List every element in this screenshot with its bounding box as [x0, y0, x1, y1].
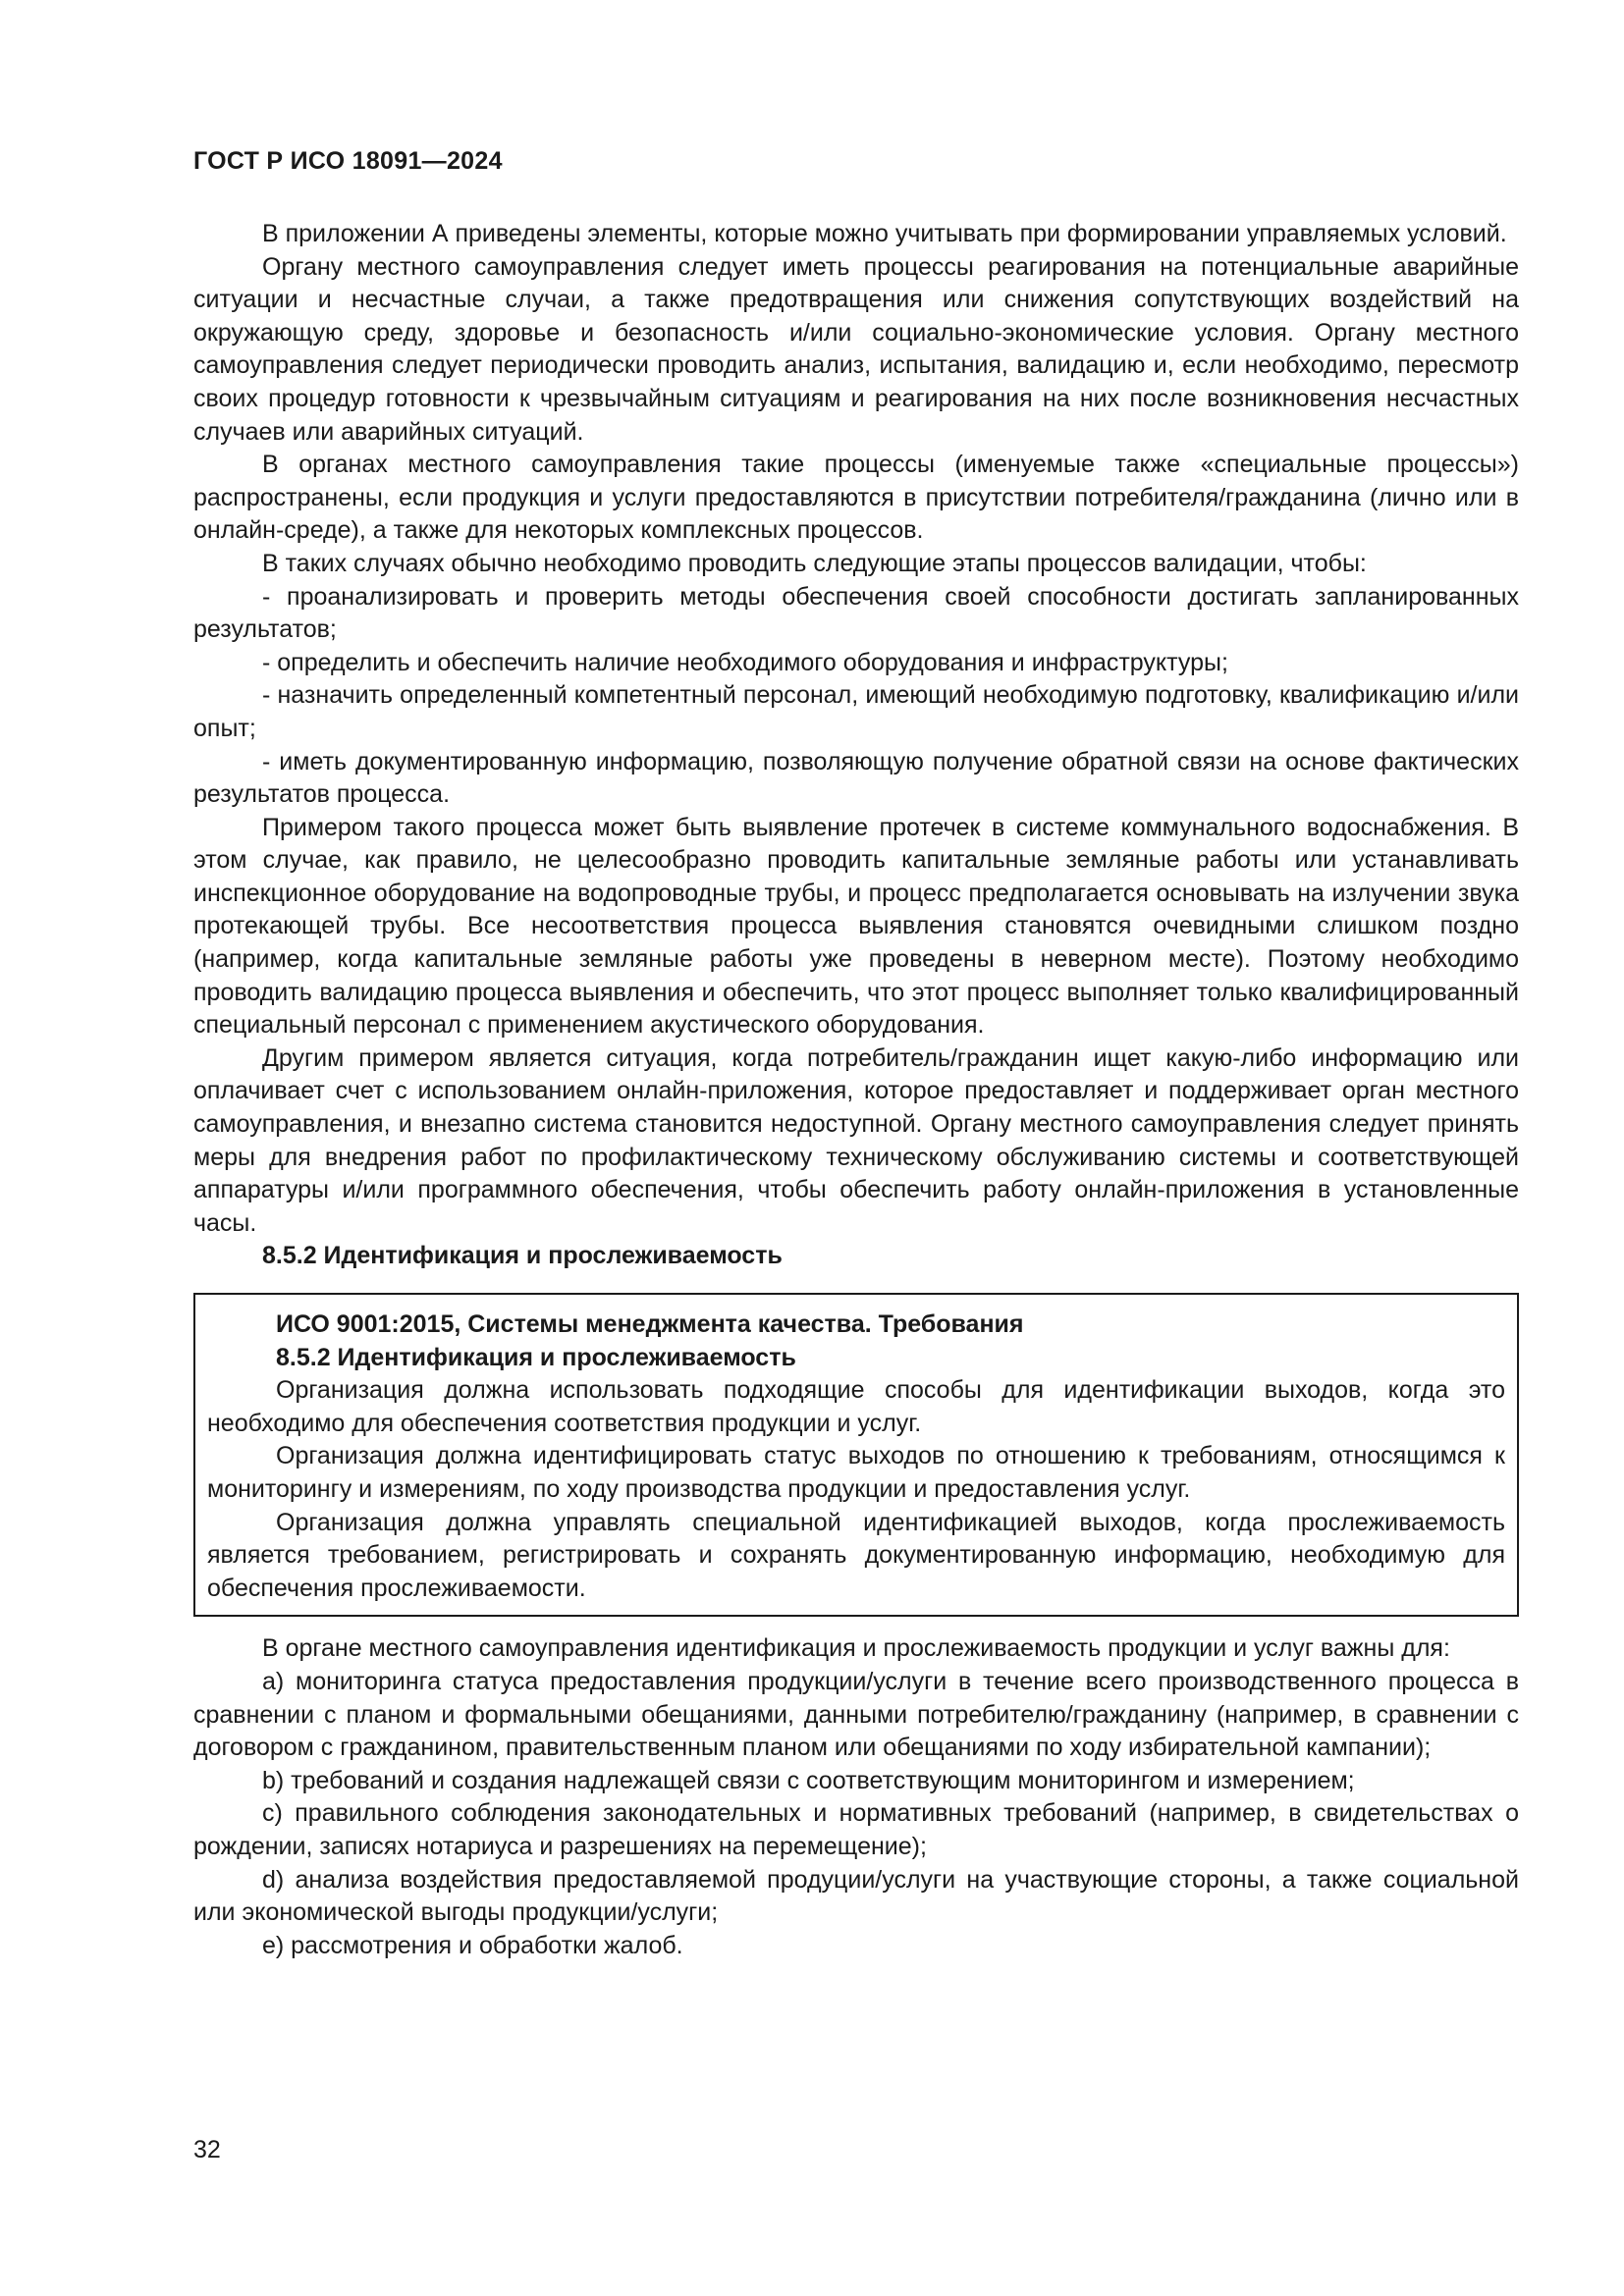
quote-box-heading: 8.5.2 Идентификация и прослеживаемость	[276, 1343, 796, 1371]
quote-paragraph: Организация должна использовать подходящие способы для идентификации выходов, когда это необходимо для обеспечения соответствия продукции и услуг.	[207, 1376, 1505, 1437]
paragraph: В органах местного самоуправления такие процессы (именуемые также «специальные процессы») распространены, если продукция и услуги предоставляются в присутствии потребителя/гражданина (лично или в онлайн-среде), а также для некоторых комплексных процессов.	[193, 451, 1519, 545]
quote-paragraph: Организация должна управлять специальной идентификацией выходов, когда прослеживаемость является требованием, регистрировать и сохранять документированную информацию, необходимую для обеспечения прослеживаемости.	[207, 1508, 1505, 1602]
quote-paragraph: Организация должна идентифицировать статус выходов по отношению к требованиям, относящимся к мониторингу и измерениям, по ходу производства продукции и предоставления услуг.	[207, 1442, 1505, 1503]
list-item: - назначить определенный компетентный персонал, имеющий необходимую подготовку, квалификацию и/или опыт;	[193, 681, 1519, 742]
paragraph: Органу местного самоуправления следует иметь процессы реагирования на потенциальные аварийные ситуации и несчастные случаи, а также предотвращения или снижения сопутствующих воздействий на окружающую среду, здоровье и безопасность и/или социально-экономические условия. Органу местного самоуправления следует периодически проводить анализ, испытания, валидацию и, если необходимо, пересмотр своих процедур готовности к чрезвычайным ситуациям и реагирования на них после возникновения несчастных случаев или аварийных ситуаций.	[193, 252, 1519, 446]
section-heading: 8.5.2 Идентификация и прослеживаемость	[262, 1242, 783, 1270]
document-page	[193, 0, 1519, 2296]
list-item: b) требований и создания надлежащей связи с соответствующим мониторингом и измерением;	[262, 1766, 1355, 1794]
list-item: - иметь документированную информацию, позволяющую получение обратной связи на основе фактических результатов процесса.	[193, 747, 1519, 809]
body-text	[193, 218, 1519, 1962]
list-item: d) анализа воздействия предоставляемой продуции/услуги на участвующие стороны, а также социальной или экономической выгоды продукции/услуги;	[193, 1865, 1519, 1927]
paragraph: В органе местного самоуправления идентификация и прослеживаемость продукции и услуг важны для:	[262, 1634, 1450, 1663]
paragraph: В таких случаях обычно необходимо проводить следующие этапы процессов валидации, чтобы:	[262, 549, 1367, 577]
list-item: - определить и обеспечить наличие необходимого оборудования и инфраструктуры;	[262, 648, 1228, 676]
list-item: - проанализировать и проверить методы обеспечения своей способности достигать запланированных результатов;	[193, 582, 1519, 644]
document-id-header: ГОСТ Р ИСО 18091—2024	[193, 147, 503, 175]
page-number: 32	[193, 2136, 221, 2163]
paragraph: В приложении А приведены элементы, которые можно учитывать при формировании управляемых условий.	[262, 220, 1507, 247]
list-item: a) мониторинга статуса предоставления продукции/услуги в течение всего производственного процесса в сравнении с планом и формальными обещаниями, данными потребителю/гражданину (например, в сравнении с договором с гражданином, правительственным планом или обещаниями по ходу избирательной кампании);	[193, 1667, 1519, 1762]
iso-quote-box	[193, 1293, 1519, 1617]
list-item: e) рассмотрения и обработки жалоб.	[262, 1931, 683, 1959]
paragraph: Другим примером является ситуация, когда потребитель/гражданин ищет какую-либо информацию или оплачивает счет с использованием онлайн-приложения, которое предоставляет и поддерживает орган местного самоуправления, и внезапно система становится недоступной. Органу местного самоуправления следует принять меры для внедрения работ по профилактическому техническому обслуживанию системы и соответствующей аппаратуры и/или программного обеспечения, чтобы обеспечить работу онлайн-приложения в установленные часы.	[193, 1043, 1519, 1237]
paragraph: Примером такого процесса может быть выявление протечек в системе коммунального водоснабжения. В этом случае, как правило, не целесообразно проводить капитальные земляные работы или устанавливать инспекционное оборудование на водопроводные трубы, и процесс предполагается основывать на излучении звука протекающей трубы. Все несоответствия процесса выявления становятся очевидными слишком поздно (например, когда капитальные земляные работы уже проведены в неверном месте). Поэтому необходимо проводить валидацию процесса выявления и обеспечить, что этот процесс выполняет только квалифицированный специальный персонал с применением акустического оборудования.	[193, 813, 1519, 1040]
list-item: c) правильного соблюдения законодательных и нормативных требований (например, в свидетельствах о рождении, записях нотариуса и разрешениях на перемещение);	[193, 1799, 1519, 1860]
quote-box-title: ИСО 9001:2015, Системы менеджмента качества. Требования	[276, 1310, 1024, 1338]
